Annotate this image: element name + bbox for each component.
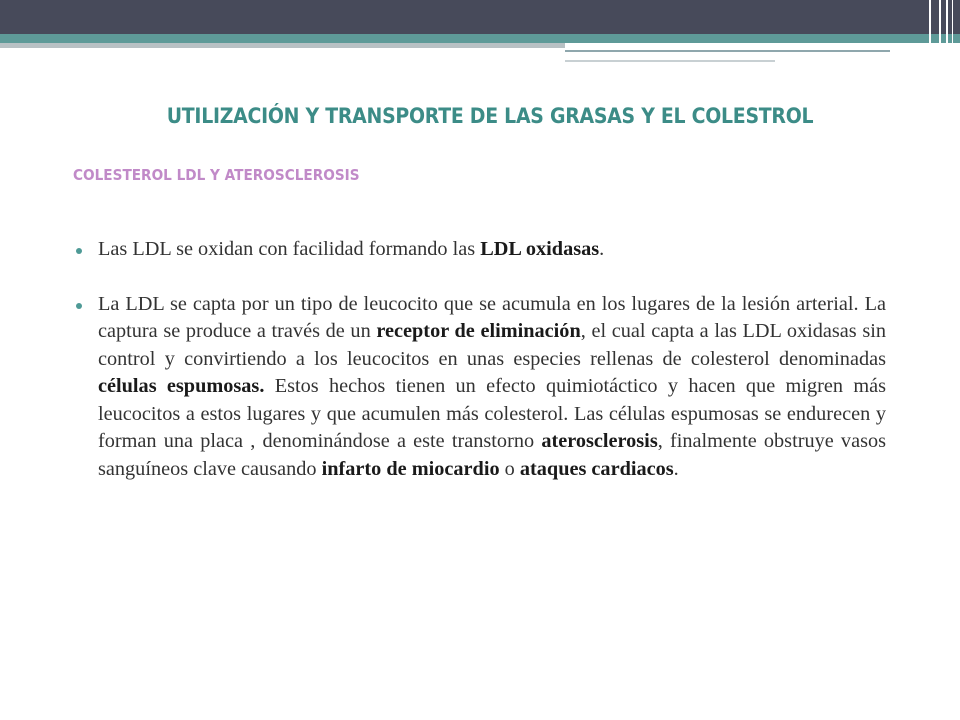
bold-term: receptor de eliminación bbox=[376, 320, 581, 342]
bullet-text bbox=[98, 293, 886, 480]
header-bar bbox=[0, 0, 960, 34]
bullet-text bbox=[98, 238, 604, 260]
bullet-item bbox=[74, 291, 886, 484]
slide-title: UTILIZACIÓN Y TRANSPORTE DE LAS GRASAS Y EL COLESTROL bbox=[166, 104, 814, 128]
bullet-icon bbox=[76, 303, 82, 309]
header-gray-strip bbox=[0, 43, 565, 48]
bullet-icon bbox=[76, 248, 82, 254]
bold-term: ataques cardiacos bbox=[519, 457, 674, 480]
text-segment: Las LDL se oxidan con facilidad formando las bbox=[98, 238, 481, 260]
header-accent-line bbox=[565, 50, 890, 52]
text-segment: La LDL se capta por un tipo de leucocito que se acumula en los lugares de la lesión arterial. La captura se produce a través de un bbox=[98, 292, 886, 342]
slide-subtitle: COLESTEROL LDL Y ATEROSCLEROSIS bbox=[73, 166, 360, 184]
text-segment: , finalmente obstruye vasos sanguíneos clave causando bbox=[98, 430, 887, 480]
text-segment: . bbox=[599, 238, 605, 260]
bold-term: células espumosas. bbox=[98, 375, 265, 397]
header-accent-band bbox=[0, 34, 960, 43]
bullet-list bbox=[74, 236, 886, 483]
header-accent-line-secondary bbox=[565, 60, 775, 62]
bullet-item bbox=[74, 236, 886, 264]
bold-term: aterosclerosis bbox=[541, 430, 658, 452]
text-segment: Estos hechos tienen un efecto quimiotáctico y hacen que migren más leucocitos a estos lugares y que acumulen más colesterol. Las células espumosas se endurecen y forman una placa , denominándose a este transtorno bbox=[98, 375, 886, 452]
text-segment: , el cual capta a las LDL oxidasas sin control y convirtiendo a los leucocitos en unas especies rellenas de colesterol denominadas bbox=[98, 320, 887, 370]
text-segment: . bbox=[673, 457, 679, 480]
bold-term: infarto de miocardio bbox=[321, 457, 500, 480]
corner-decoration bbox=[895, 0, 960, 70]
bold-term: LDL oxidasas bbox=[480, 238, 600, 260]
text-segment: o bbox=[499, 457, 520, 480]
